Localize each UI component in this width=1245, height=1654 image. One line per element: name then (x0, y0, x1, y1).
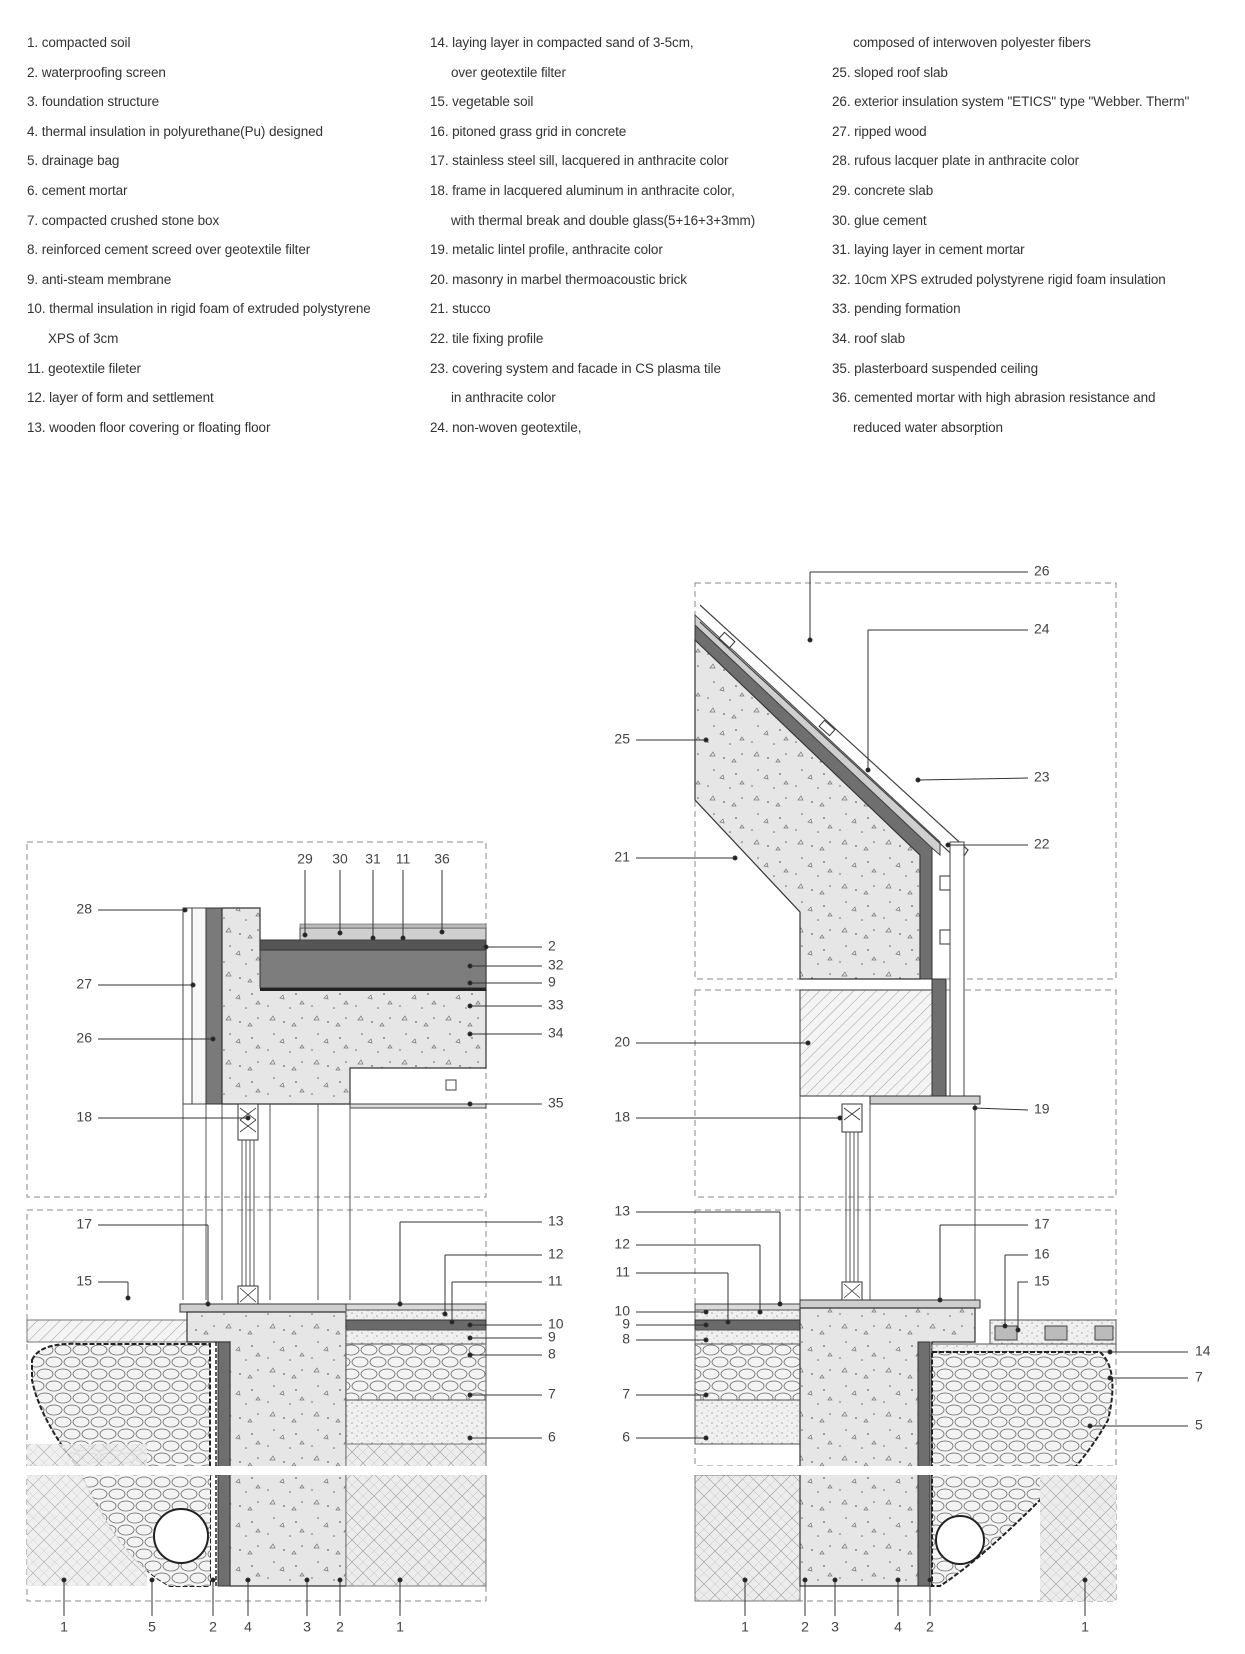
legend-item: 36. cemented mortar with high abrasion resistance and (832, 390, 1156, 406)
callout-number: 3 (831, 1618, 839, 1635)
leader-dot (973, 1106, 977, 1110)
callout-number: 14 (1195, 1342, 1211, 1359)
pending-formation (260, 988, 486, 991)
mortar-right (695, 1400, 800, 1444)
screed-right (695, 1330, 800, 1344)
leader-dot (211, 1578, 215, 1582)
leader-dot (733, 856, 737, 860)
cement-mortar (346, 1400, 486, 1444)
concrete-slab-29 (300, 928, 486, 940)
ripped-wood-layer (192, 908, 206, 1104)
callout-number: 34 (548, 1024, 564, 1041)
callout-number: 29 (297, 850, 313, 867)
legend-item: 16. pitoned grass grid in concrete (430, 123, 627, 139)
leader-dot (468, 1336, 472, 1340)
leader-dot (468, 1004, 472, 1008)
stone-box-right (695, 1344, 800, 1400)
legend-item: 25. sloped roof slab (832, 64, 948, 80)
callout-number: 1 (60, 1618, 68, 1635)
callout-number: 7 (1195, 1368, 1203, 1385)
leader-dot (401, 936, 405, 940)
leader-dot (1108, 1376, 1112, 1380)
leader-dot (183, 908, 187, 912)
leader-dot (743, 1578, 747, 1582)
callout-number: 21 (614, 848, 630, 865)
leader-dot (371, 936, 375, 940)
soil-left-right-detail (695, 1475, 800, 1601)
callout-number: 12 (548, 1245, 564, 1262)
leader-dot (150, 1578, 154, 1582)
callout-number: 5 (148, 1618, 156, 1635)
callout-number: 26 (1034, 562, 1050, 579)
callout-number: 22 (1034, 835, 1050, 852)
leader-dot (398, 1578, 402, 1582)
callout-number: 2 (801, 1618, 809, 1635)
legend-item: 24. non-woven geotextile, (430, 419, 582, 435)
legend-item: 1. compacted soil (27, 35, 131, 50)
legend-item: 8. reinforced cement screed over geotextile filter (27, 242, 311, 258)
legend-item: 28. rufous lacquer plate in anthracite color (832, 153, 1079, 169)
leader-dot (246, 1116, 250, 1120)
legend-item: 13. wooden floor covering or floating floor (27, 419, 271, 435)
callout-number: 15 (76, 1272, 92, 1289)
leader-dot (468, 1353, 472, 1357)
callout-number: 20 (614, 1033, 630, 1050)
leader-dot (206, 1302, 210, 1306)
callout-number: 31 (365, 850, 381, 867)
leader-dot (398, 1302, 402, 1306)
leader-dot (303, 933, 307, 937)
callout-number: 9 (548, 973, 556, 990)
leader-line (975, 1108, 1028, 1110)
crushed-stone-box (346, 1344, 486, 1400)
masonry-brick (800, 990, 932, 1096)
callout-number: 27 (76, 975, 92, 992)
leader-dot (191, 983, 195, 987)
callout-number: 9 (622, 1315, 630, 1332)
pu-insulation-right (918, 1342, 930, 1586)
legend-item: 31. laying layer in cement mortar (832, 242, 1025, 258)
callout-number: 8 (622, 1330, 630, 1347)
legend-item: 19. metalic lintel profile, anthracite color (430, 242, 663, 258)
glazing-lines-right (800, 1096, 975, 1300)
leader-dot (126, 1296, 130, 1300)
wooden-floor (346, 1304, 486, 1310)
legend-item: 11. geotextile fileter (27, 360, 141, 376)
callout-number: 2 (209, 1618, 217, 1635)
leader-dot (866, 768, 870, 772)
callout-number: 2 (336, 1618, 344, 1635)
pu-insulation (218, 1342, 230, 1586)
callout-number: 4 (894, 1618, 902, 1635)
floor-xps (346, 1320, 486, 1330)
legend-item-continuation: composed of interwoven polyester fibers (853, 35, 1091, 50)
mortar-layer (260, 940, 486, 950)
leader-dot (916, 778, 920, 782)
vegetable-soil (27, 1320, 187, 1342)
steel-sill-right (800, 1300, 980, 1308)
leader-dot (484, 945, 488, 949)
leader-dot (468, 1323, 472, 1327)
legend-item: 33. pending formation (832, 301, 961, 317)
callout-number: 24 (1034, 620, 1050, 637)
leader-dot (758, 1310, 762, 1314)
callout-number: 33 (548, 996, 564, 1013)
legend-item: 14. laying layer in compacted sand of 3-5cm, (430, 35, 694, 50)
leader-dot (1083, 1578, 1087, 1582)
leader-dot (338, 1578, 342, 1582)
lintel-profile (870, 1096, 980, 1104)
leader-dot (1016, 1328, 1020, 1332)
callout-number: 12 (614, 1235, 630, 1252)
leader-dot (443, 1312, 447, 1316)
legend-item: 5. drainage bag (27, 153, 120, 169)
floor-xps-right (695, 1320, 800, 1330)
drainage-pipe (154, 1509, 208, 1563)
legend-item: 34. roof slab (832, 330, 905, 346)
form-settlement-layer (346, 1310, 486, 1320)
callout-number: 9 (548, 1328, 556, 1345)
steel-sill (180, 1304, 346, 1312)
callout-number: 11 (548, 1272, 563, 1289)
callout-number: 6 (622, 1428, 630, 1445)
legend-item: 17. stainless steel sill, lacquered in anthracite color (430, 153, 729, 169)
grass-grid-blocks (995, 1326, 1113, 1340)
leader-dot (468, 981, 472, 985)
leader-dot (1088, 1424, 1092, 1428)
right-detail-section (690, 583, 1120, 1601)
leader-dot (704, 1310, 708, 1314)
legend-item: 15. vegetable soil (430, 94, 534, 110)
callout-number: 32 (548, 956, 564, 973)
leader-dot (803, 1578, 807, 1582)
callout-number: 13 (614, 1202, 630, 1219)
leader-dot (726, 1320, 730, 1324)
reinforced-screed (346, 1330, 486, 1344)
callout-number: 3 (303, 1618, 311, 1635)
leader-dot (1108, 1350, 1112, 1354)
xps-insulation (260, 950, 486, 988)
callout-number: 1 (1081, 1618, 1089, 1635)
leader-dot (778, 1302, 782, 1306)
leader-dot (704, 1323, 708, 1327)
leader-dot (704, 1338, 708, 1342)
legend-item: 2. waterproofing screen (27, 64, 166, 80)
leader-dot (704, 1393, 708, 1397)
callout-number: 35 (548, 1094, 564, 1111)
section-break (20, 1466, 495, 1475)
leader-dot (704, 738, 708, 742)
callout-number: 2 (926, 1618, 934, 1635)
wall-etics-insulation (932, 979, 946, 1096)
compacted-soil-right (346, 1444, 486, 1586)
leader-dot (468, 1393, 472, 1397)
legend-item: 6. cement mortar (27, 182, 128, 198)
legend-item-continuation: in anthracite color (451, 390, 556, 406)
leader-dot (468, 1436, 472, 1440)
leader-dot (246, 1578, 250, 1582)
callout-number: 26 (76, 1029, 92, 1046)
leader-dot (833, 1578, 837, 1582)
window-frame-head (238, 1104, 258, 1140)
facade-tile (950, 842, 964, 1096)
callout-number: 1 (396, 1618, 404, 1635)
legend-item: 21. stucco (430, 301, 491, 317)
etics-insulation-layer (206, 908, 222, 1104)
plasterboard-ceiling (350, 1104, 486, 1108)
leader-dot (440, 930, 444, 934)
leader-dot (468, 1102, 472, 1106)
legend-item-continuation: XPS of 3cm (48, 330, 119, 346)
callout-number: 16 (1034, 1245, 1050, 1262)
legend-item: 4. thermal insulation in polyurethane(Pu) designed (27, 123, 323, 139)
legend-item: 9. anti-steam membrane (27, 271, 172, 287)
legend-item: 20. masonry in marbel thermoacoustic brick (430, 271, 687, 287)
legend-item: 7. compacted crushed stone box (27, 212, 220, 228)
callout-number: 25 (614, 730, 630, 747)
callout-number: 4 (244, 1618, 252, 1635)
leader-dot (896, 1578, 900, 1582)
callout-number: 7 (548, 1385, 556, 1402)
legend-item: 30. glue cement (832, 212, 927, 228)
leader-dot (808, 638, 812, 642)
callout-number: 10 (614, 1302, 630, 1319)
callout-number: 15 (1034, 1272, 1050, 1289)
leader-dot (468, 1032, 472, 1036)
legend-item: 12. layer of form and settlement (27, 390, 214, 406)
drainage-pipe-right (936, 1516, 984, 1564)
callout-number: 6 (548, 1428, 556, 1445)
window-frame-head-right (842, 1104, 862, 1132)
callout-number: 5 (1195, 1416, 1203, 1433)
callout-number: 7 (622, 1385, 630, 1402)
leader-dot (450, 1320, 454, 1324)
callout-number: 23 (1034, 768, 1050, 785)
legend-item-continuation: over geotextile filter (451, 64, 566, 80)
legend-item: 10. thermal insulation in rigid foam of extruded polystyrene (27, 301, 371, 317)
leader-dot (838, 1116, 842, 1120)
callout-number: 11 (615, 1263, 630, 1280)
legend-item-continuation: with thermal break and double glass(5+16+3+3mm) (451, 212, 756, 228)
section-break-right (690, 1466, 1120, 1475)
callout-number: 28 (76, 900, 92, 917)
callout-number: 18 (76, 1108, 92, 1125)
leader-dot (468, 964, 472, 968)
leader-dot (928, 1578, 932, 1582)
wood-plate-layer (183, 908, 192, 1104)
leader-dot (1003, 1324, 1007, 1328)
legend-item: 32. 10cm XPS extruded polystyrene rigid foam insulation (832, 271, 1166, 287)
leader-dot (806, 1041, 810, 1045)
leader-line (918, 778, 1028, 780)
legend-item: 27. ripped wood (832, 123, 927, 139)
legend-item: 35. plasterboard suspended ceiling (832, 360, 1038, 376)
legend-item: 29. concrete slab (832, 182, 934, 198)
leader-dot (338, 931, 342, 935)
legend-item: 18. frame in lacquered aluminum in anthracite color, (430, 182, 735, 198)
callout-number: 11 (395, 850, 411, 867)
legend-item: 22. tile fixing profile (430, 330, 544, 346)
callout-number: 17 (76, 1215, 92, 1232)
sand-laying-layer (932, 1344, 1116, 1352)
leader-dot (211, 1037, 215, 1041)
callout-number: 19 (1034, 1100, 1050, 1117)
callout-number: 2 (548, 937, 556, 954)
legend-item: 26. exterior insulation system "ETICS" type "Webber. Therm" (832, 94, 1190, 110)
leader-dot (62, 1578, 66, 1582)
legend-item: 3. foundation structure (27, 94, 160, 110)
callout-number: 36 (434, 850, 450, 867)
leader-dot (938, 1298, 942, 1302)
soil-right-right-detail (1040, 1475, 1116, 1601)
callout-number: 10 (548, 1315, 564, 1332)
callout-number: 8 (548, 1345, 556, 1362)
callout-number: 13 (548, 1212, 564, 1229)
legend-item: 23. covering system and facade in CS plasma tile (430, 360, 721, 376)
callout-number: 1 (741, 1618, 749, 1635)
glue-cement (300, 924, 486, 928)
callout-number: 18 (614, 1108, 630, 1125)
legend-item-continuation: reduced water absorption (853, 419, 1003, 435)
callout-number: 30 (332, 850, 348, 867)
leader-dot (704, 1436, 708, 1440)
leader-dot (946, 843, 950, 847)
leader-dot (305, 1578, 309, 1582)
ceiling-hanger (446, 1080, 456, 1090)
callout-number: 17 (1034, 1215, 1050, 1232)
form-layer-right (695, 1310, 800, 1320)
wooden-floor-right (695, 1304, 800, 1310)
